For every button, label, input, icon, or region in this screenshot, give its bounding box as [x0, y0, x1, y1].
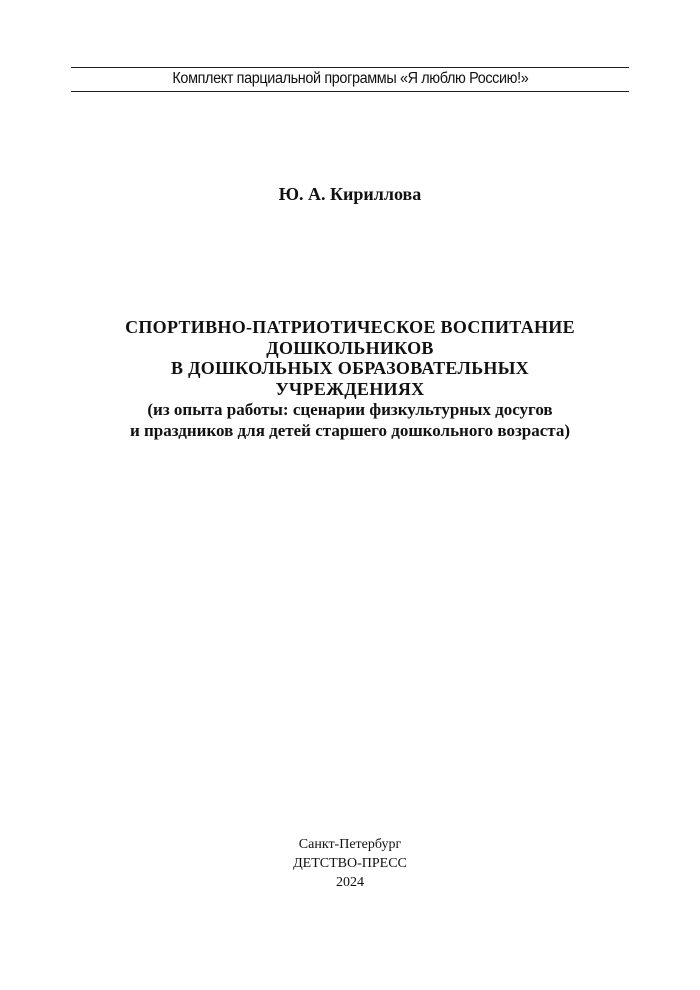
title-line: ДОШКОЛЬНИКОВ — [266, 337, 434, 358]
title-line: УЧРЕЖДЕНИЯХ — [275, 378, 425, 399]
title-line: В ДОШКОЛЬНЫХ ОБРАЗОВАТЕЛЬНЫХ — [171, 358, 529, 378]
book-title — [0, 317, 700, 441]
series-title: Комплект парциальной программы «Я люблю Россию!» — [171, 70, 529, 87]
title-line: СПОРТИВНО-ПАТРИОТИЧЕСКОЕ ВОСПИТАНИЕ — [125, 317, 575, 337]
subtitle-line: и праздников для детей старшего дошкольного возраста) — [129, 421, 571, 440]
imprint — [0, 835, 700, 892]
author-name: Ю. А. Кириллова — [278, 184, 422, 204]
series-header — [71, 67, 629, 92]
imprint-year: 2024 — [336, 875, 364, 890]
imprint-city: Санкт-Петербург — [298, 837, 402, 852]
subtitle-line: (из опыта работы: сценарии физкультурных досугов — [147, 400, 553, 419]
imprint-publisher: ДЕТСТВО-ПРЕСС — [293, 856, 407, 871]
